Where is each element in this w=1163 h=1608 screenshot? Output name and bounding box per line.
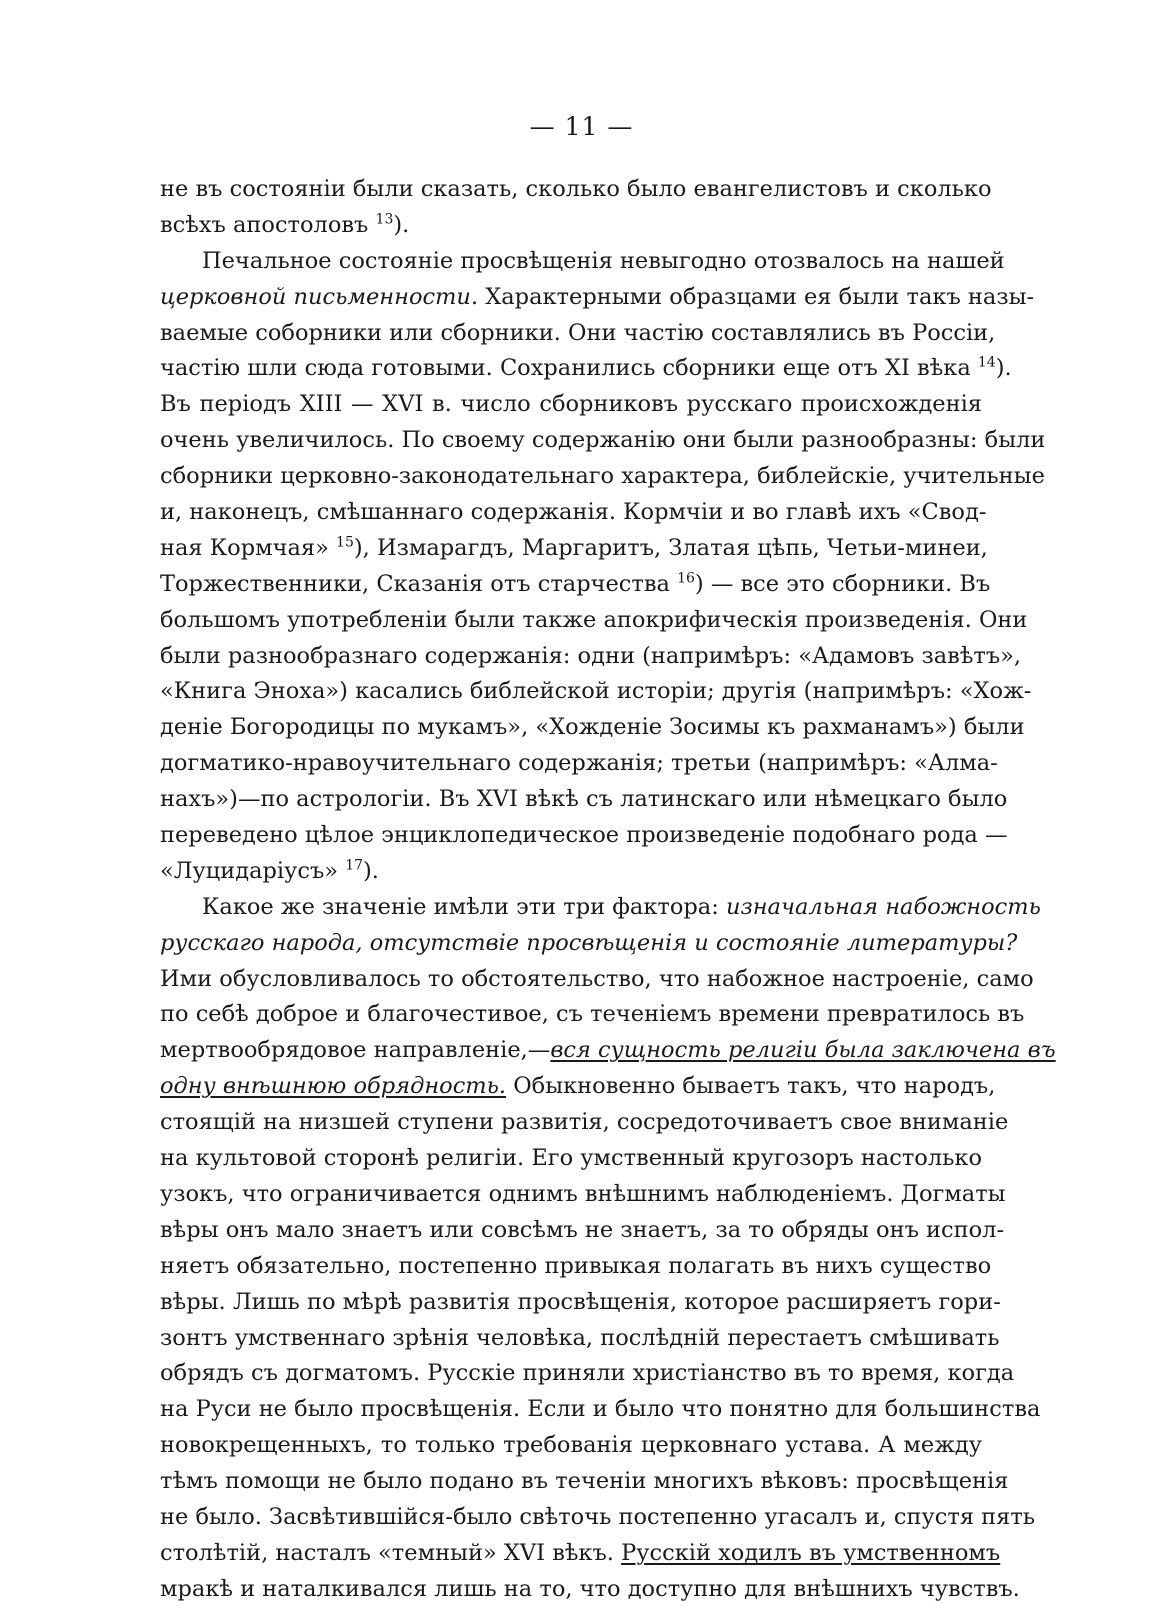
text-run: ).: [393, 211, 410, 238]
footnote-ref: 14: [977, 354, 996, 371]
emphasized-text: церковной письменности: [160, 283, 471, 310]
emphasized-text: одну внѣшнюю обрядность.: [160, 1073, 507, 1100]
text-run: частію шли сюда готовыми. Сохранились сборники еще отъ XI вѣка: [160, 355, 978, 382]
text-line: [160, 1285, 1001, 1321]
text-run: нахъ»)—по астрологіи. Въ XVI вѣкѣ съ латинскаго или нѣмецкаго было: [160, 786, 1008, 813]
text-run: вѣры онъ мало знаетъ или совсѣмъ не знаетъ, за то обряды онъ испол-: [160, 1216, 1005, 1243]
text-line: [160, 674, 1032, 710]
text-run: на Руси не было просвѣщенія. Если и было что понятно для большинства: [160, 1396, 1041, 1423]
emphasized-text: вся сущность религіи была заключена въ: [550, 1037, 1056, 1064]
paragraph: [160, 172, 992, 244]
text-run: очень увеличилось. По своему содержанію они были разнообразны: были: [160, 427, 1046, 454]
text-line: [160, 1392, 1041, 1428]
footnote-ref: 17: [345, 857, 364, 874]
text-run: «Луцидаріусъ»: [160, 857, 346, 884]
text-line: [160, 746, 998, 782]
text-line: [160, 351, 1012, 387]
text-line: [160, 854, 982, 890]
text-run: Русскій ходилъ въ умственномъ: [621, 1539, 1001, 1566]
text-run: Ими обусловливалось то обстоятельство, что набожное настроеніе, само: [160, 965, 1034, 992]
text-line: [160, 818, 1008, 854]
paragraph: [160, 890, 1056, 1608]
body-text: [160, 172, 1056, 1608]
text-run: большомъ употребленіи были также апокрифическія произведенія. Они: [160, 606, 1028, 633]
text-line: [160, 1069, 996, 1105]
text-run: зонтъ умственнаго зрѣнія человѣка, послѣдній перестаетъ смѣшивать: [160, 1324, 1000, 1351]
text-line: [160, 387, 982, 423]
text-line: [160, 1249, 992, 1285]
text-run: ваемые соборники или сборники. Они частію составлялись въ Россіи,: [160, 319, 996, 346]
page-number: — 11 —: [529, 112, 634, 141]
text-line: [160, 459, 1045, 495]
text-run: догматико-нравоучительнаго содержанія; третьи (напримѣръ: «Алма-: [160, 750, 998, 777]
text-line: [160, 926, 1018, 962]
text-line: [160, 1428, 982, 1464]
text-line: [160, 208, 982, 244]
text-run: по себѣ доброе и благочестивое, съ теченіемъ времени превратилось въ: [160, 1001, 1025, 1028]
text-run: обрядъ съ догматомъ. Русскіе приняли христіанство въ то время, когда: [160, 1360, 1015, 1387]
text-run: Въ періодъ XIII — XVI в. число сборниковъ русскаго происхожденія: [160, 391, 982, 418]
text-run: всѣхъ апостоловъ: [160, 211, 376, 238]
text-run: новокрещенныхъ, то только требованія церковнаго устава. А между: [160, 1432, 982, 1459]
text-line: [160, 1105, 1009, 1141]
text-line: [160, 1213, 1005, 1249]
text-line: [160, 603, 1028, 639]
text-line: [160, 710, 1025, 746]
text-run: Какое же значеніе имѣли эти три фактора:: [202, 893, 726, 920]
text-run: были разнообразнаго содержанія: одни (напримѣръ: «Адамовъ завѣтъ»,: [160, 642, 1022, 669]
text-run: Печальное состояніе просвѣщенія невыгодно отозвалось на нашей: [202, 247, 1005, 274]
emphasized-text: русскаго народа, отсутствіе просвѣщенія и состояніе литературы?: [160, 929, 1018, 956]
text-line: [160, 423, 1046, 459]
text-run: стоящій на низшей ступени развитія, сосредоточиваетъ свое вниманіе: [160, 1109, 1009, 1136]
paragraph: [160, 244, 1046, 890]
text-line: [160, 1356, 1015, 1392]
text-run: деніе Богородицы по мукамъ», «Хожденіе Зосимы къ рахманамъ») были: [160, 714, 1025, 741]
text-line: [160, 567, 991, 603]
footnote-ref: 15: [336, 534, 354, 551]
text-run: столѣтій, насталъ «темный» XVI вѣкъ.: [160, 1539, 622, 1566]
text-line: [160, 1464, 1009, 1500]
text-run: Обыкновенно бываетъ такъ, что народъ,: [506, 1073, 996, 1100]
text-run: . Характерными образцами ея были такъ назы-: [470, 283, 1035, 310]
text-run: вѣры. Лишь по мѣрѣ развитія просвѣщенія, которое расширяетъ гори-: [160, 1288, 1001, 1315]
text-line: [160, 316, 996, 352]
text-run: на культовой сторонѣ религіи. Его умственный кругозоръ настолько: [160, 1145, 982, 1172]
text-line: [160, 531, 988, 567]
footnote-ref: 13: [375, 211, 394, 228]
text-run: тѣмъ помощи не было подано въ теченіи многихъ вѣковъ: просвѣщенія: [160, 1468, 1009, 1495]
text-line: [160, 1141, 982, 1177]
text-line: [160, 1572, 1020, 1608]
text-line: [160, 495, 987, 531]
text-line: [160, 172, 992, 208]
text-run: сборники церковно-законодательнаго характера, библейскіе, учительные: [160, 463, 1045, 490]
text-run: Торжественники, Сказанія отъ старчества: [160, 570, 678, 597]
text-run: переведено цѣлое энциклопедическое произведеніе подобнаго рода —: [160, 822, 1008, 849]
text-run: мракѣ и наталкивался лишь на то, что доступно для внѣшнихъ чувствъ.: [160, 1575, 1020, 1602]
text-line: [160, 1177, 1006, 1213]
text-run: ) — все это сборники. Въ: [694, 570, 991, 597]
text-line: [160, 1033, 1056, 1069]
emphasized-text: изначальная набожность: [725, 893, 1041, 920]
text-run: няетъ обязательно, постепенно привыкая полагать въ нихъ существо: [160, 1252, 992, 1279]
text-run: ная Кормчая»: [160, 534, 337, 561]
text-line: [160, 1536, 1001, 1572]
text-line: [160, 244, 1005, 280]
text-run: не въ состояніи были сказать, сколько было евангелистовъ и сколько: [160, 176, 992, 202]
text-run: ).: [363, 857, 379, 884]
text-line: [160, 782, 1008, 818]
text-line: [160, 639, 1022, 675]
text-run: ), Измарагдъ, Маргаритъ, Златая цѣпь, Четьи-минеи,: [353, 534, 988, 561]
text-run: не было. Засвѣтившійся-было свѣточь постепенно угасалъ и, спустя пять: [160, 1503, 1036, 1530]
text-run: узокъ, что ограничивается однимъ внѣшнимъ наблюденіемъ. Догматы: [160, 1180, 1006, 1207]
text-line: [160, 890, 1041, 926]
text-line: [160, 962, 1034, 998]
text-run: «Книга Эноха») касались библейской исторіи; другія (напримѣръ: «Хож-: [160, 678, 1032, 705]
text-line: [160, 1500, 1036, 1536]
text-line: [160, 1321, 1000, 1357]
text-line: [160, 997, 1025, 1033]
text-run: мертвообрядовое направленіе,—: [160, 1037, 551, 1064]
text-run: и, наконецъ, смѣшаннаго содержанія. Кормчіи и во главѣ ихъ «Свод-: [160, 499, 987, 526]
text-run: ).: [995, 355, 1012, 382]
footnote-ref: 16: [677, 570, 695, 587]
text-line: [160, 280, 1035, 316]
